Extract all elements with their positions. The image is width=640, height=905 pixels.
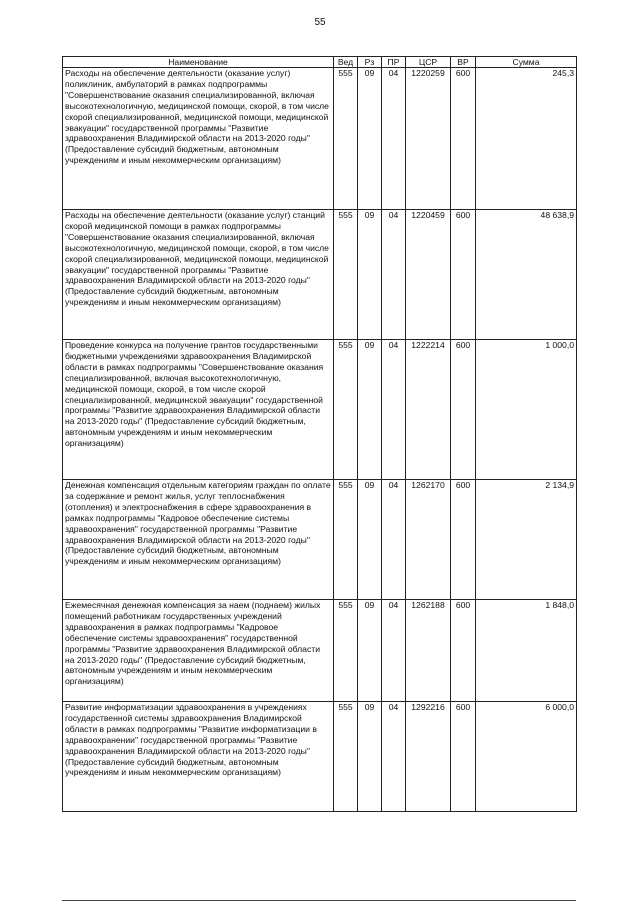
row-sum: 6 000,0 [476, 702, 577, 812]
row-name: Расходы на обеспечение деятельности (оказание услуг) поликлиник, амбулаторий в рамках подпрограммы "Совершенствование оказания специализированной, включая высокотехнологичную, медицинской помощи, скорой, в том числе скорой специализированной, медицинской помощи, медицинской эвакуации" государственной программы "Развитие здравоохранения Владимирской области на 2013-2020 годы" (Предоставление субсидий бюджетным, автономным учреждениям и иным некоммерческим организациям) [63, 68, 334, 210]
table-row [63, 340, 577, 480]
table-row [63, 600, 577, 702]
row-name: Развитие информатизации здравоохранения в учреждениях государственной системы здравоохранения Владимирской области в рамках подпрограммы "Развитие информатизации в здравоохранении" государственной программы "Развитие здравоохранения Владимирской области на 2013-2020 годы" (Предоставление субсидий бюджетным, автономным учреждениям и иным некоммерческим организациям) [63, 702, 334, 812]
row-pr: 04 [382, 210, 406, 340]
row-sum: 48 638,9 [476, 210, 577, 340]
row-sum: 1 848,0 [476, 600, 577, 702]
row-pr: 04 [382, 68, 406, 210]
header-pr: ПР [382, 57, 406, 68]
table-row [63, 68, 577, 210]
row-vr: 600 [451, 600, 476, 702]
row-ved: 555 [334, 210, 358, 340]
header-csr: ЦСР [406, 57, 451, 68]
budget-table [62, 56, 577, 812]
row-name: Расходы на обеспечение деятельности (оказание услуг) станций скорой медицинской помощи в рамках подпрограммы "Совершенствование оказания специализированной, включая высокотехнологичную, медицинской помощи, скорой, в том числе скорой специализированной, медицинской помощи, медицинской эвакуации" государственной программы "Развитие здравоохранения Владимирской области на 2013-2020 годы" (Предоставление субсидий бюджетным, автономным учреждениям и иным некоммерческим организациям) [63, 210, 334, 340]
table-row [63, 480, 577, 600]
table-row [63, 210, 577, 340]
row-csr: 1292216 [406, 702, 451, 812]
row-vr: 600 [451, 210, 476, 340]
row-rz: 09 [358, 480, 382, 600]
row-sum: 2 134,9 [476, 480, 577, 600]
page-number: 55 [314, 17, 326, 28]
row-csr: 1262188 [406, 600, 451, 702]
row-name: Ежемесячная денежная компенсация за наем (поднаем) жилых помещений работникам государственных учреждений здравоохранения в рамках подпрограммы "Кадровое обеспечение системы здравоохранения" государственной программы "Развитие здравоохранения Владимирской области на 2013-2020 годы" (Предоставление субсидий бюджетным, автономным учреждениям и иным некоммерческим организациям) [63, 600, 334, 702]
row-pr: 04 [382, 340, 406, 480]
row-ved: 555 [334, 340, 358, 480]
header-vr: ВР [451, 57, 476, 68]
row-csr: 1220459 [406, 210, 451, 340]
row-rz: 09 [358, 210, 382, 340]
row-ved: 555 [334, 702, 358, 812]
table-header-row [63, 57, 577, 68]
row-name: Проведение конкурса на получение грантов государственными бюджетными учреждениями здравоохранения Владимирской области в рамках подпрограммы "Совершенствование оказания специализированной, включая высокотехнологичную, медицинской помощи, скорой, в том числе скорой специализированной, медицинской эвакуации" государственной программы "Развитие здравоохранения Владимирской области на 2013-2020 годы" (Предоставление субсидий бюджетным, автономным учреждениям и иным некоммерческим организациям) [63, 340, 334, 480]
header-sum: Сумма [476, 57, 577, 68]
row-rz: 09 [358, 68, 382, 210]
row-vr: 600 [451, 480, 476, 600]
table-row [63, 702, 577, 812]
row-vr: 600 [451, 702, 476, 812]
row-rz: 09 [358, 702, 382, 812]
row-ved: 555 [334, 480, 358, 600]
row-pr: 04 [382, 600, 406, 702]
row-ved: 555 [334, 68, 358, 210]
row-csr: 1262170 [406, 480, 451, 600]
row-vr: 600 [451, 68, 476, 210]
header-rz: Рз [358, 57, 382, 68]
row-name: Денежная компенсация отдельным категориям граждан по оплате за содержание и ремонт жилья, услуг теплоснабжения (отопления) и электроснабжения в сфере здравоохранения в рамках подпрограммы "Кадровое обеспечение системы здравоохранения" государственной программы "Развитие здравоохранения Владимирской области на 2013-2020 годы" (Предоставление субсидий бюджетным, автономным учреждениям и иным некоммерческим организациям) [63, 480, 334, 600]
row-csr: 1222214 [406, 340, 451, 480]
row-sum: 1 000,0 [476, 340, 577, 480]
header-ved: Вед [334, 57, 358, 68]
row-ved: 555 [334, 600, 358, 702]
row-rz: 09 [358, 600, 382, 702]
row-sum: 245,3 [476, 68, 577, 210]
row-rz: 09 [358, 340, 382, 480]
page-bottom-rule [62, 900, 576, 901]
row-pr: 04 [382, 480, 406, 600]
row-csr: 1220259 [406, 68, 451, 210]
row-vr: 600 [451, 340, 476, 480]
row-pr: 04 [382, 702, 406, 812]
header-name: Наименование [63, 57, 334, 68]
